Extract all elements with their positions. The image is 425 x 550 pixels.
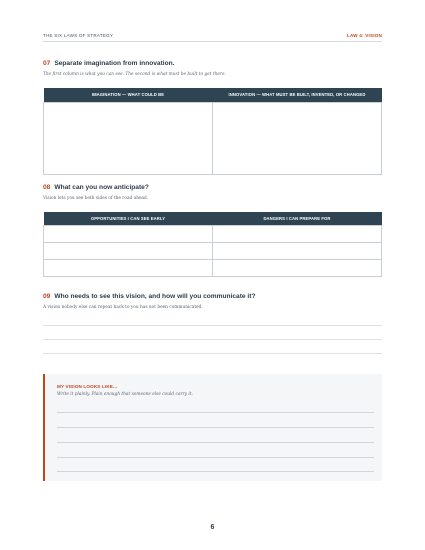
section-08-title (43, 184, 149, 191)
section-number: 07 (43, 60, 51, 67)
header-divider (43, 41, 382, 42)
opportunity-cell[interactable] (44, 259, 213, 276)
callout-heading: MY VISION LOOKS LIKE... (57, 384, 118, 389)
page-number: 6 (210, 524, 215, 531)
section-heading: What can you now anticipate? (54, 184, 149, 191)
book-title: THE SIX LAWS OF STRATEGY (43, 33, 114, 38)
section-heading: Who needs to see this vision, and how will you communicate it? (54, 293, 256, 300)
callout-writing-line[interactable] (57, 427, 374, 428)
section-09-title (43, 293, 255, 300)
table-header-imagination: IMAGINATION — WHAT COULD BE (44, 88, 213, 102)
table-row (44, 259, 382, 276)
table-header-opportunities: OPPORTUNITIES I CAN SEE EARLY (44, 212, 213, 225)
table-header-innovation: INNOVATION — WHAT MUST BE BUILT, INVENTED, OR CHANGED (213, 88, 382, 102)
writing-line[interactable] (43, 325, 382, 326)
opportunities-dangers-table (43, 212, 382, 277)
chapter-label: LAW 4: VISION (346, 33, 382, 38)
opportunity-cell[interactable] (44, 225, 213, 242)
section-07-subtitle: The first column is what you can see. The second is what must be built to get there. (43, 72, 226, 77)
section-07-title (43, 60, 175, 67)
innovation-cell[interactable] (213, 102, 382, 174)
callout-writing-line[interactable] (57, 412, 374, 413)
opportunity-cell[interactable] (44, 242, 213, 259)
callout-subtitle: Write it plainly. Plain enough that someone else could carry it. (57, 392, 193, 397)
callout-writing-line[interactable] (57, 442, 374, 443)
section-number: 08 (43, 184, 51, 191)
section-heading: Separate imagination from innovation. (54, 60, 175, 67)
callout-writing-line[interactable] (57, 457, 374, 458)
running-header (43, 33, 382, 38)
table-row (44, 242, 382, 259)
vision-callout-box (43, 374, 382, 481)
imagination-cell[interactable] (44, 102, 213, 174)
imagination-innovation-table (43, 88, 382, 175)
danger-cell[interactable] (213, 259, 382, 276)
section-number: 09 (43, 293, 51, 300)
writing-line[interactable] (43, 353, 382, 354)
writing-line[interactable] (43, 339, 382, 340)
danger-cell[interactable] (213, 242, 382, 259)
section-09-subtitle: A vision nobody else can repeat back to you has not been communicated. (43, 305, 203, 310)
danger-cell[interactable] (213, 225, 382, 242)
table-header-dangers: DANGERS I CAN PREPARE FOR (213, 212, 382, 225)
section-08-subtitle: Vision lets you see both sides of the road ahead. (43, 196, 149, 201)
table-row (44, 225, 382, 242)
callout-writing-line[interactable] (57, 471, 374, 472)
